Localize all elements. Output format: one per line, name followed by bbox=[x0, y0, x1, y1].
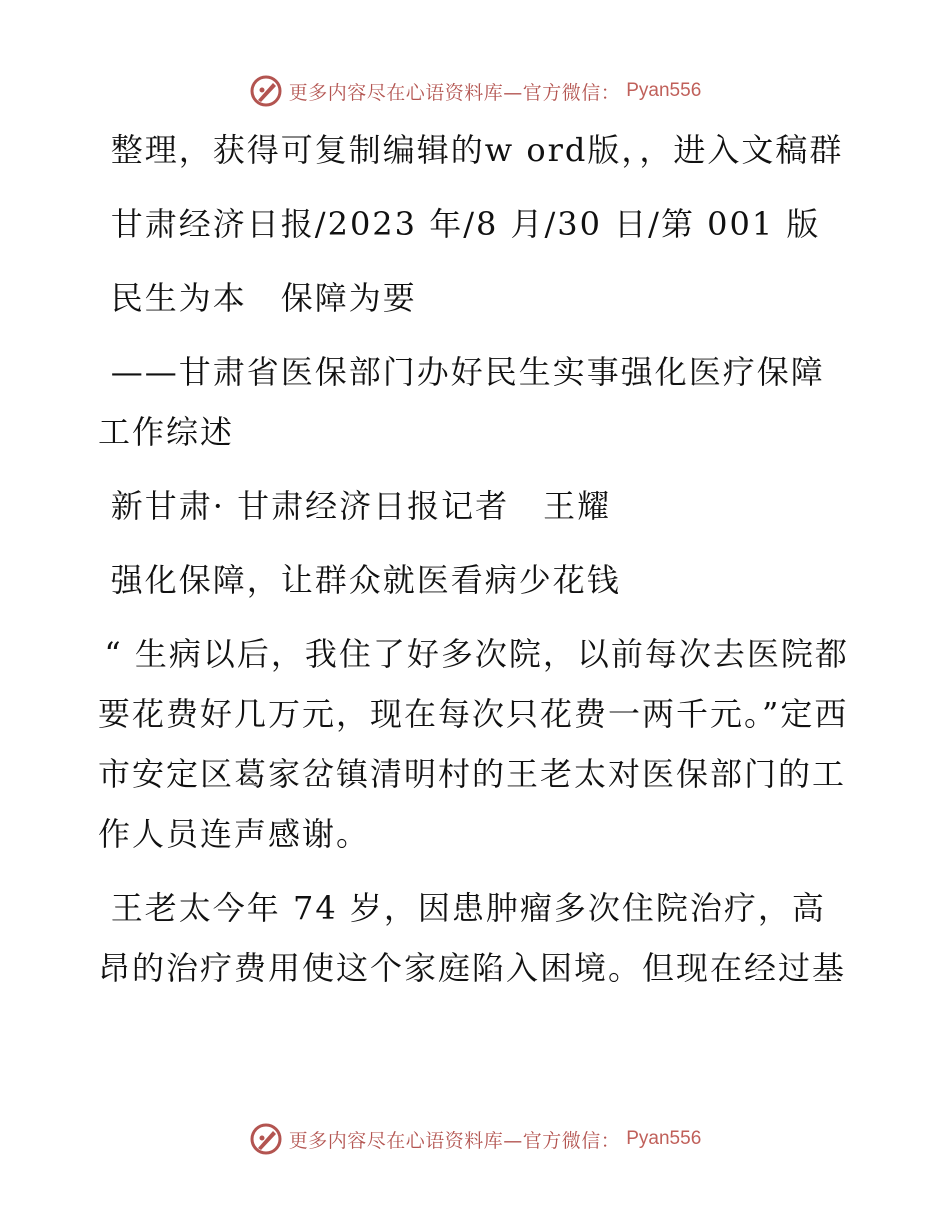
header-watermark bbox=[0, 74, 950, 108]
document-body bbox=[98, 120, 858, 1012]
watermark-account: Pyan556 bbox=[626, 1128, 702, 1149]
section-heading: 强化保障，让群众就医看病少花钱 bbox=[110, 561, 621, 599]
paragraph-body: 王老太今年 74 岁，因患肿瘤多次住院治疗，高昂的治疗费用使这个家庭陷入困境。但现在经过基 bbox=[98, 889, 847, 987]
paragraph-source: 甘肃经济日报/2023 年/8 月/30 日/第 001 版 bbox=[110, 205, 821, 243]
quill-seal-icon bbox=[249, 74, 283, 108]
article-title: 民生为本 保障为要 bbox=[110, 279, 417, 317]
watermark-account: Pyan556 bbox=[626, 80, 702, 101]
quill-seal-icon bbox=[249, 1122, 283, 1156]
paragraph-note: 整理，获得可复制编辑的w ord版，，进入文稿群 bbox=[110, 131, 844, 169]
watermark-text: 更多内容尽在心语资料库—官方微信： bbox=[288, 81, 621, 104]
paragraph-quote: “ 生病以后，我住了好多次院，以前每次去医院都要花费好几万元，现在每次只花费一两千元。”定西市安定区葛家岔镇清明村的王老太对医保部门的工作人员连声感谢。 bbox=[98, 635, 849, 853]
watermark-text: 更多内容尽在心语资料库—官方微信： bbox=[288, 1129, 621, 1152]
article-byline: 新甘肃· 甘肃经济日报记者 王耀 bbox=[110, 487, 612, 525]
footer-watermark bbox=[0, 1122, 950, 1156]
article-subtitle: ——甘肃省医保部门办好民生实事强化医疗保障工作综述 bbox=[98, 353, 825, 451]
